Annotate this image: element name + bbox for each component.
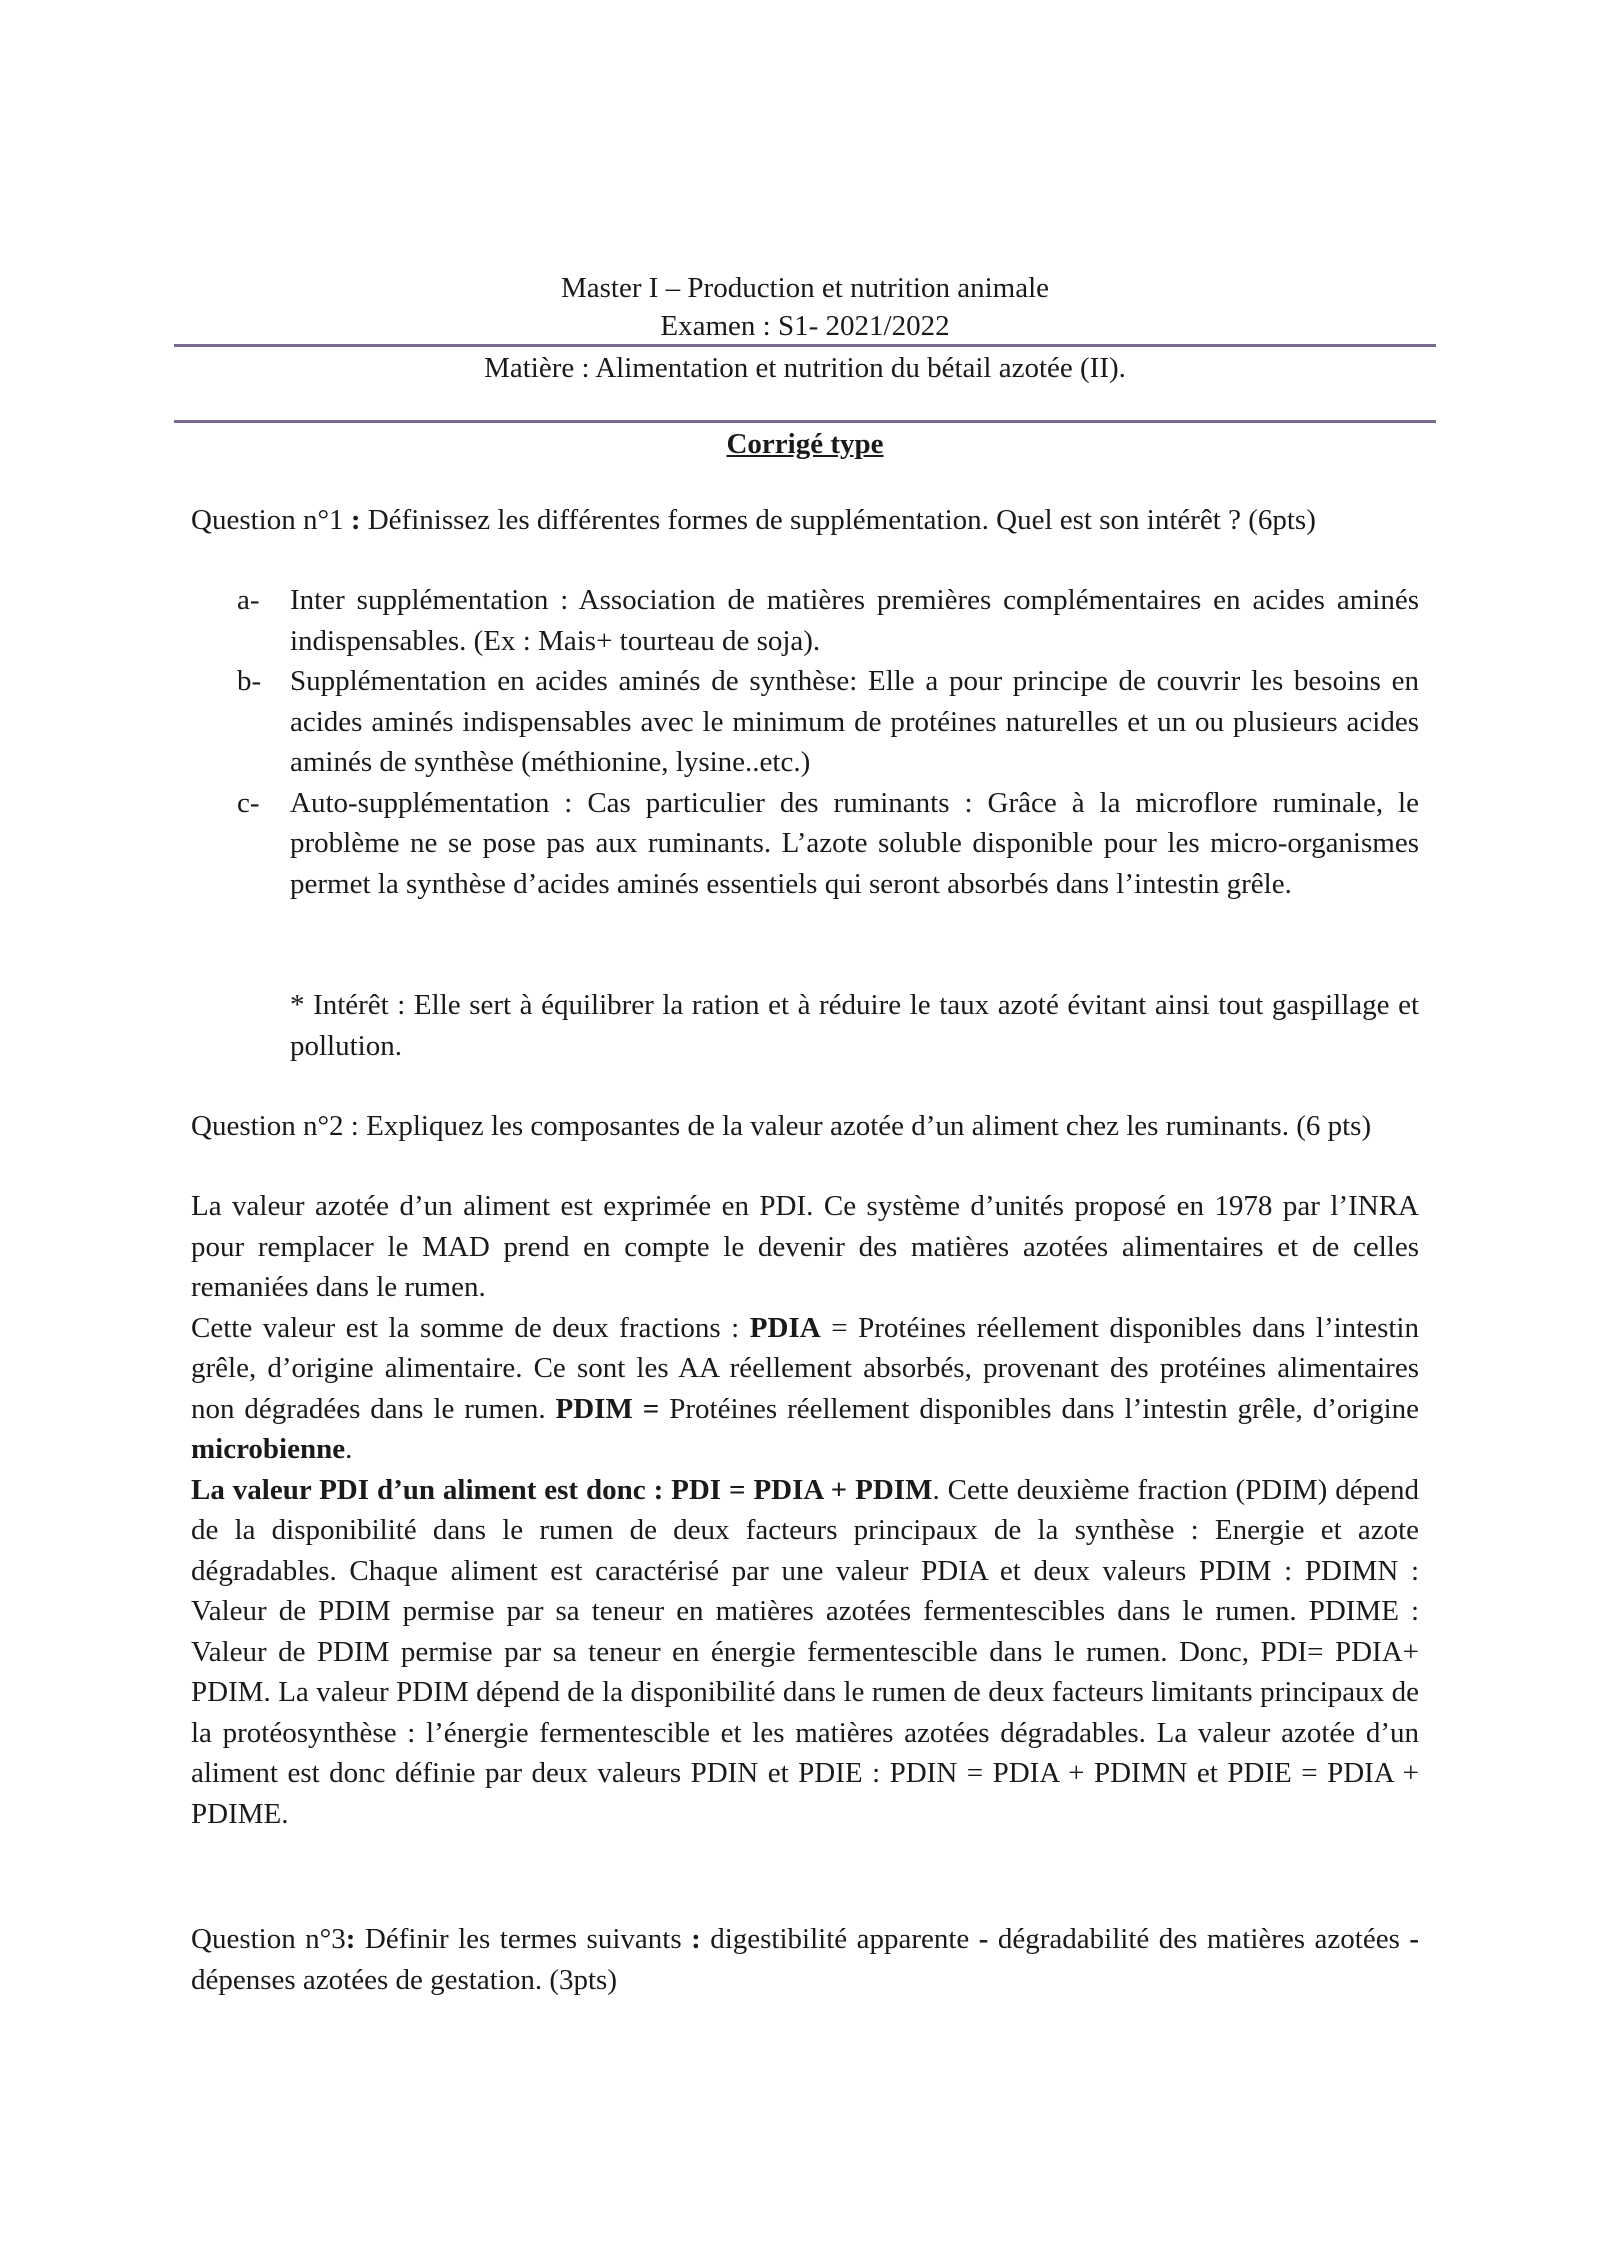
list-item-text: Auto-supplémentation : Cas particulier des ruminants : Grâce à la microflore ruminale, le problème ne se pose pas aux ruminants. L’azote soluble disponible pour les micro-organismes permet la synthèse d’acides aminés essentiels qui seront absorbés dans l’intestin grêle. xyxy=(290,786,1419,900)
term-pdim: PDIM = xyxy=(555,1392,660,1425)
question-1-interet: * Intérêt : Elle sert à équilibrer la ration et à réduire le taux azoté évitant ainsi tout gaspillage et pollution. xyxy=(290,989,1419,1062)
header-subject: Matière : Alimentation et nutrition du bétail azotée (II). xyxy=(484,352,1126,384)
header-program: Master I – Production et nutrition animale xyxy=(560,272,1050,304)
answer-paragraph-1: La valeur azotée d’un aliment est exprimée en PDI. Ce système d’unités proposé en 1978 par l’INRA pour remplacer le MAD prend en compte le devenir des matières azotées alimentaires et de celles remaniées dans le rumen. xyxy=(191,1190,1419,1303)
header-divider-top xyxy=(174,344,1436,347)
list-item-text: Inter supplémentation : Association de matières premières complémentaires en acides aminés indispensables. (Ex : Mais+ tourteau de soja). xyxy=(290,584,1419,657)
question-1-prefix: Question n°1 xyxy=(191,504,351,536)
list-item-text: Supplémentation en acides aminés de synthèse: Elle a pour principe de couvrir les besoins en acides aminés indispensables avec le minimum de protéines naturelles et un ou plusieurs acides aminés de synthèse (méthionine, lysine..etc.) xyxy=(290,665,1419,778)
list-marker: a- xyxy=(237,584,260,616)
question-1-text: Définissez les différentes formes de supplémentation. Quel est son intérêt ? (6pts) xyxy=(360,504,1316,536)
question-1-answer-list xyxy=(191,580,1419,904)
header-divider-bottom xyxy=(174,420,1436,423)
question-1 xyxy=(191,500,1419,541)
question-1-colon: : xyxy=(350,504,361,536)
list-item xyxy=(191,580,1419,661)
pdi-formula: La valeur PDI d’un aliment est donc : PDI = PDIA + PDIM xyxy=(191,1473,933,1506)
answer-paragraph-2: Cette valeur est la somme de deux fractions : PDIA = Protéines réellement disponibles dans l’intestin grêle, d’origine alimentaire. Ce sont les AA réellement absorbés, provenant des protéines alimentaires non dégradées dans le rumen. PDIM = Protéines réellement disponibles dans l’intestin grêle, d’origine microbienne. xyxy=(191,1311,1419,1465)
question-2-answer xyxy=(191,1186,1419,1834)
question-2: Question n°2 : Expliquez les composantes de la valeur azotée d’un aliment chez les ruminants. (6 pts) xyxy=(191,1110,1372,1142)
term-pdia: PDIA xyxy=(749,1311,821,1344)
list-item xyxy=(191,783,1419,905)
question-3: Question n°3: Définir les termes suivants : digestibilité apparente - dégradabilité des matières azotées - dépenses azotées de gestation. (3pts) xyxy=(191,1923,1419,1996)
list-marker: b- xyxy=(237,665,262,697)
term-microbienne: microbienne xyxy=(191,1433,346,1465)
header-exam: Examen : S1- 2021/2022 xyxy=(660,310,950,342)
answer-paragraph-3: La valeur PDI d’un aliment est donc : PDI = PDIA + PDIM. Cette deuxième fraction (PDIM) dépend de la disponibilité dans le rumen de deux facteurs principaux de la synthèse : Energie et azote dégradables. Chaque aliment est caractérisé par une valeur PDIA et deux valeurs PDIM : PDIMN : Valeur de PDIM permise par sa teneur en matières azotées fermentescibles dans le rumen. PDIME : Valeur de PDIM permise par sa teneur en énergie fermentescible dans le rumen. Donc, PDI= PDIA+ PDIM. La valeur PDIM dépend de la disponibilité dans le rumen de deux facteurs limitants principaux de la protéosynthèse : l’énergie fermentescible et les matières azotées dégradables. La valeur azotée d’un aliment est donc définie par deux valeurs PDIN et PDIE : PDIN = PDIA + PDIMN et PDIE = PDIA + PDIME. xyxy=(191,1473,1419,1830)
list-marker: c- xyxy=(237,786,260,819)
document-title: Corrigé type xyxy=(726,428,884,460)
list-item xyxy=(191,661,1419,783)
